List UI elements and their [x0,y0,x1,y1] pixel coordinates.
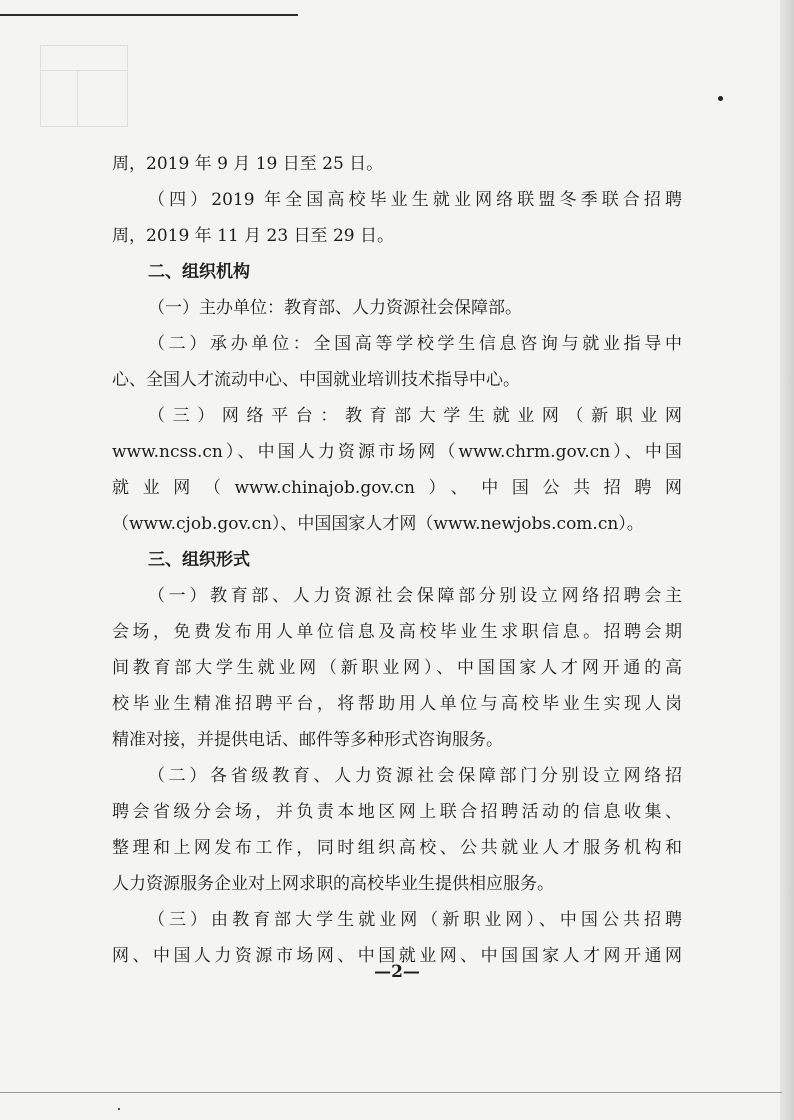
scan-speck-bottom [118,1108,120,1110]
paragraph: 就业网（www.chinajob.gov.cn）、中国公共招聘网 [112,478,682,498]
paragraph: 人力资源服务企业对上网求职的高校毕业生提供相应服务。 [112,874,554,894]
faint-receipt-stamp [40,45,128,127]
paragraph: www.ncss.cn）、中国人力资源市场网（www.chrm.gov.cn）、中国 [112,442,682,462]
paragraph: 会场，免费发布用人单位信息及高校毕业生求职信息。招聘会期 [112,622,682,642]
scan-edge [780,0,794,1120]
paragraph: 精准对接，并提供电话、邮件等多种形式咨询服务。 [112,730,503,750]
paragraph: 网、中国人力资源市场网、中国就业网、中国国家人才网开通网 [112,946,682,966]
paragraph: （三）由教育部大学生就业网（新职业网）、中国公共招聘 [148,910,682,930]
paragraph: 间教育部大学生就业网（新职业网）、中国国家人才网开通的高 [112,658,682,678]
paragraph: （三）网络平台：教育部大学生就业网（新职业网 [148,406,682,426]
paragraph: 聘会省级分会场，并负责本地区网上联合招聘活动的信息收集、 [112,802,682,822]
scan-speck [718,96,723,101]
paragraph: （二）各省级教育、人力资源社会保障部门分别设立网络招 [148,766,682,786]
document-body [112,146,682,974]
top-rule [0,14,298,16]
paragraph: 周，2019 年 9 月 19 日至 25 日。 [112,154,384,174]
paragraph: （www.cjob.gov.cn）、中国国家人才网（www.newjobs.com.cn）。 [112,514,644,534]
paragraph: 校毕业生精准招聘平台，将帮助用人单位与高校毕业生实现人岗 [112,694,682,714]
paragraph: （四）2019 年全国高校毕业生就业网络联盟冬季联合招聘 [148,190,682,210]
paragraph: 心、全国人才流动中心、中国就业培训技术指导中心。 [112,370,520,390]
paragraph: （一）教育部、人力资源社会保障部分别设立网络招聘会主 [148,586,682,606]
page-number: —2— [374,962,420,982]
section-heading: 二、组织机构 [148,262,250,282]
paragraph: （二）承办单位：全国高等学校学生信息咨询与就业指导中 [148,334,682,354]
section-heading: 三、组织形式 [148,550,250,570]
paragraph: 整理和上网发布工作，同时组织高校、公共就业人才服务机构和 [112,838,682,858]
bottom-rule [0,1092,782,1093]
paragraph: （一）主办单位：教育部、人力资源社会保障部。 [148,298,522,318]
paragraph: 周，2019 年 11 月 23 日至 29 日。 [112,226,394,246]
